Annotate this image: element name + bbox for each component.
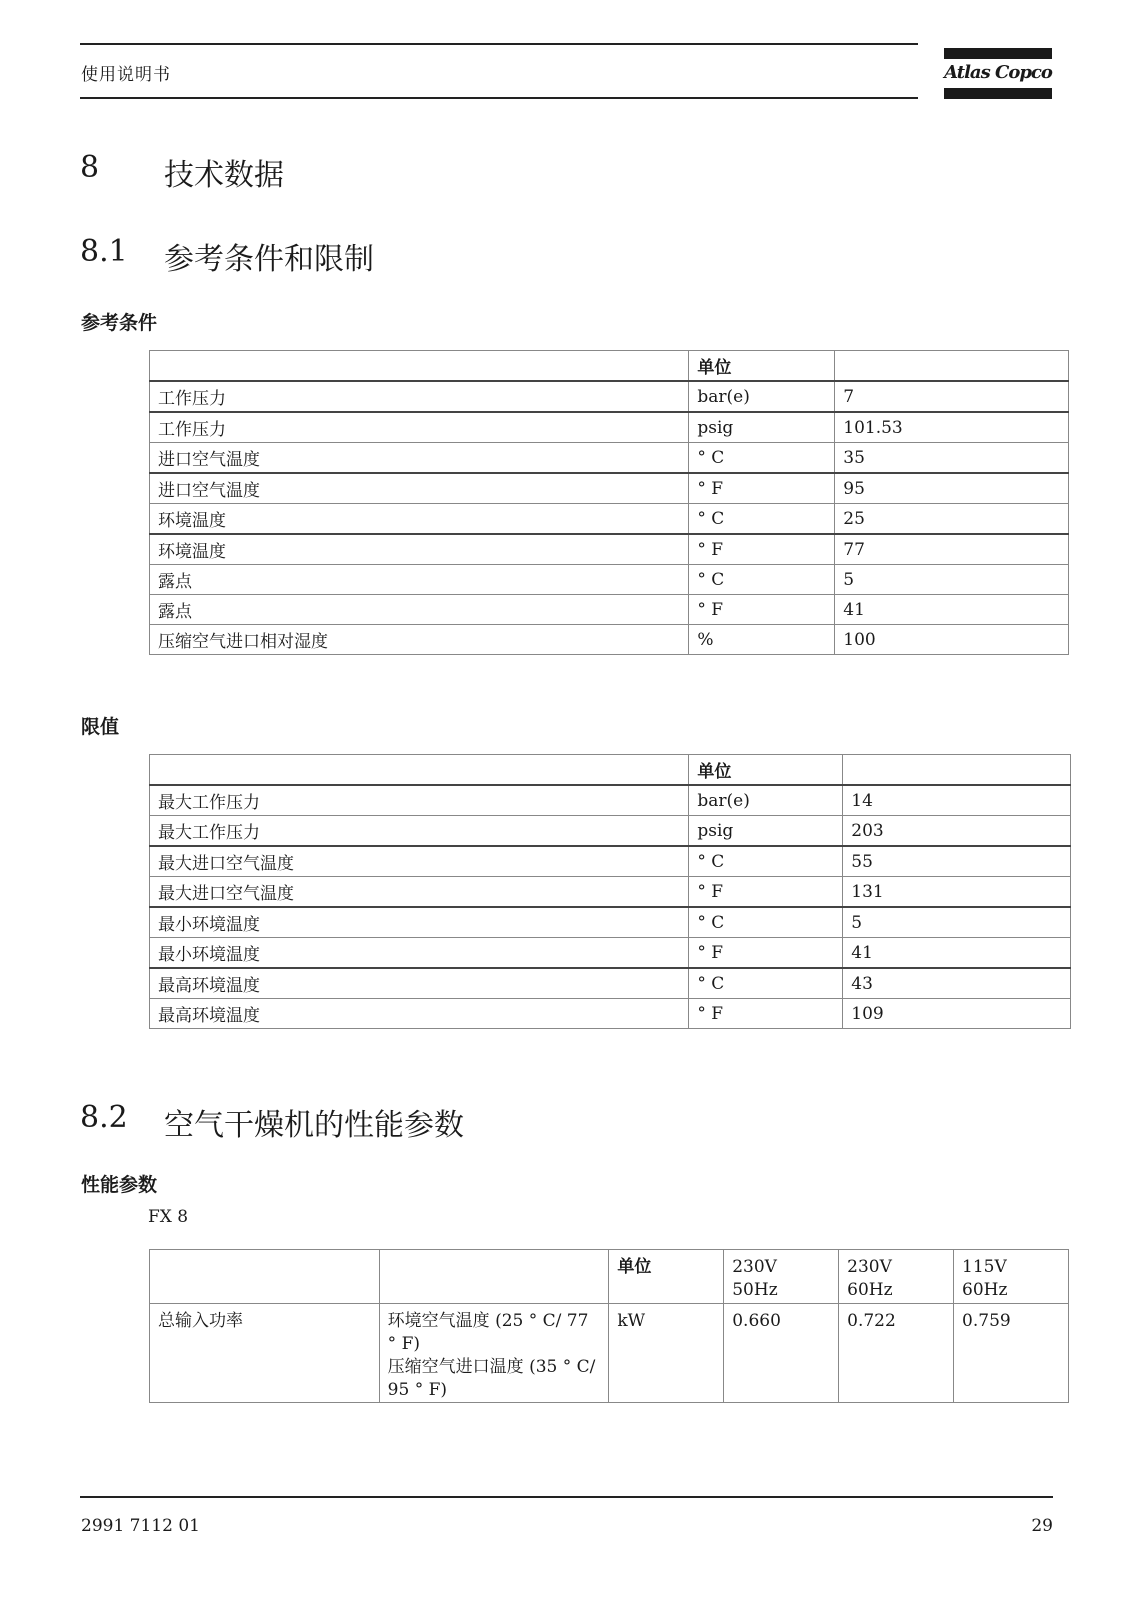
param-name: 露点 [150, 595, 689, 625]
param-value: 7 [835, 381, 1069, 412]
param-value: 41 [835, 595, 1069, 625]
param-unit: psig [689, 816, 843, 847]
param-name: 最高环境温度 [150, 999, 689, 1029]
table-row [150, 565, 1069, 595]
document-title: 使用说明书 [81, 65, 171, 85]
table-row [150, 785, 1071, 816]
param-unit: ° C [689, 443, 835, 474]
section-number: 8 [80, 150, 100, 185]
section-title: 参考条件和限制 [164, 242, 374, 277]
param-unit: psig [689, 412, 835, 443]
table-header-row [150, 755, 1071, 786]
performance-heading: 性能参数 [81, 1174, 158, 1196]
col-230v-60hz: 230V 60Hz [839, 1250, 954, 1304]
param-name: 最大工作压力 [150, 816, 689, 847]
param-unit: ° C [689, 504, 835, 535]
model-label: FX 8 [148, 1207, 189, 1227]
reference-conditions-table [149, 350, 1069, 655]
limits-heading: 限值 [81, 716, 120, 738]
param-value: 100 [835, 625, 1069, 655]
param-value: 43 [843, 968, 1071, 999]
brand-name: Atlas Copco [944, 62, 1052, 83]
footer-rule [80, 1496, 1053, 1498]
table-row [150, 816, 1071, 847]
table-header-row [150, 1250, 1069, 1304]
param-unit: ° F [689, 534, 835, 565]
value-header [843, 755, 1071, 786]
table-row [150, 412, 1069, 443]
table-row [150, 443, 1069, 474]
param-unit: bar(e) [689, 381, 835, 412]
param-value: 35 [835, 443, 1069, 474]
param-name: 总输入功率 [150, 1304, 380, 1403]
param-name: 最大进口空气温度 [150, 846, 689, 877]
table-row [150, 625, 1069, 655]
table-row [150, 473, 1069, 504]
param-name: 环境温度 [150, 534, 689, 565]
param-name: 环境温度 [150, 504, 689, 535]
param-value: 41 [843, 938, 1071, 969]
param-value: 5 [835, 565, 1069, 595]
header-top-rule [80, 43, 918, 45]
section-title: 技术数据 [164, 158, 284, 193]
param-value: 55 [843, 846, 1071, 877]
param-unit: % [689, 625, 835, 655]
param-unit: ° C [689, 846, 843, 877]
table-row [150, 938, 1071, 969]
param-unit: ° F [689, 999, 843, 1029]
param-conditions: 环境空气温度 (25 ° C/ 77 ° F) 压缩空气进口温度 (35 ° C/ 95 ° F) [379, 1304, 609, 1403]
param-value: 14 [843, 785, 1071, 816]
param-value: 95 [835, 473, 1069, 504]
table-row [150, 534, 1069, 565]
param-name: 露点 [150, 565, 689, 595]
limits-table [149, 754, 1071, 1029]
section-number: 8.2 [80, 1100, 128, 1135]
param-value: 0.759 [954, 1304, 1069, 1403]
table-header-row [150, 351, 1069, 382]
param-name: 压缩空气进口相对湿度 [150, 625, 689, 655]
table-row [150, 968, 1071, 999]
param-name: 最高环境温度 [150, 968, 689, 999]
param-unit: ° F [689, 938, 843, 969]
reference-conditions-heading: 参考条件 [81, 312, 158, 334]
param-name: 最小环境温度 [150, 938, 689, 969]
table-row [150, 595, 1069, 625]
param-value: 101.53 [835, 412, 1069, 443]
param-value: 131 [843, 877, 1071, 908]
param-value: 0.660 [724, 1304, 839, 1403]
param-name: 工作压力 [150, 381, 689, 412]
param-unit: ° C [689, 968, 843, 999]
page-number: 29 [1031, 1516, 1053, 1536]
param-unit: ° C [689, 907, 843, 938]
section-title: 空气干燥机的性能参数 [164, 1108, 464, 1143]
param-value: 5 [843, 907, 1071, 938]
param-name: 进口空气温度 [150, 443, 689, 474]
param-unit: ° F [689, 877, 843, 908]
table-row [150, 999, 1071, 1029]
param-value: 25 [835, 504, 1069, 535]
document-number: 2991 7112 01 [81, 1516, 200, 1536]
table-row [150, 504, 1069, 535]
param-unit: bar(e) [689, 785, 843, 816]
param-value: 203 [843, 816, 1071, 847]
unit-header: 单位 [689, 755, 843, 786]
col-230v-50hz: 230V 50Hz [724, 1250, 839, 1304]
param-unit: ° C [689, 565, 835, 595]
header-bottom-rule [80, 97, 918, 99]
table-row [150, 877, 1071, 908]
param-unit: ° F [689, 473, 835, 504]
unit-header: 单位 [609, 1250, 724, 1304]
param-unit: kW [609, 1304, 724, 1403]
table-row [150, 1304, 1069, 1403]
col-115v-60hz: 115V 60Hz [954, 1250, 1069, 1304]
param-name: 进口空气温度 [150, 473, 689, 504]
performance-table [149, 1249, 1069, 1403]
table-row [150, 846, 1071, 877]
table-row [150, 907, 1071, 938]
param-name: 最大进口空气温度 [150, 877, 689, 908]
atlas-copco-logo [944, 48, 1052, 100]
unit-header: 单位 [689, 351, 835, 382]
table-row [150, 381, 1069, 412]
param-name: 最大工作压力 [150, 785, 689, 816]
section-number: 8.1 [80, 234, 128, 269]
param-value: 0.722 [839, 1304, 954, 1403]
param-name: 最小环境温度 [150, 907, 689, 938]
value-header [835, 351, 1069, 382]
param-name: 工作压力 [150, 412, 689, 443]
param-value: 109 [843, 999, 1071, 1029]
param-unit: ° F [689, 595, 835, 625]
param-value: 77 [835, 534, 1069, 565]
